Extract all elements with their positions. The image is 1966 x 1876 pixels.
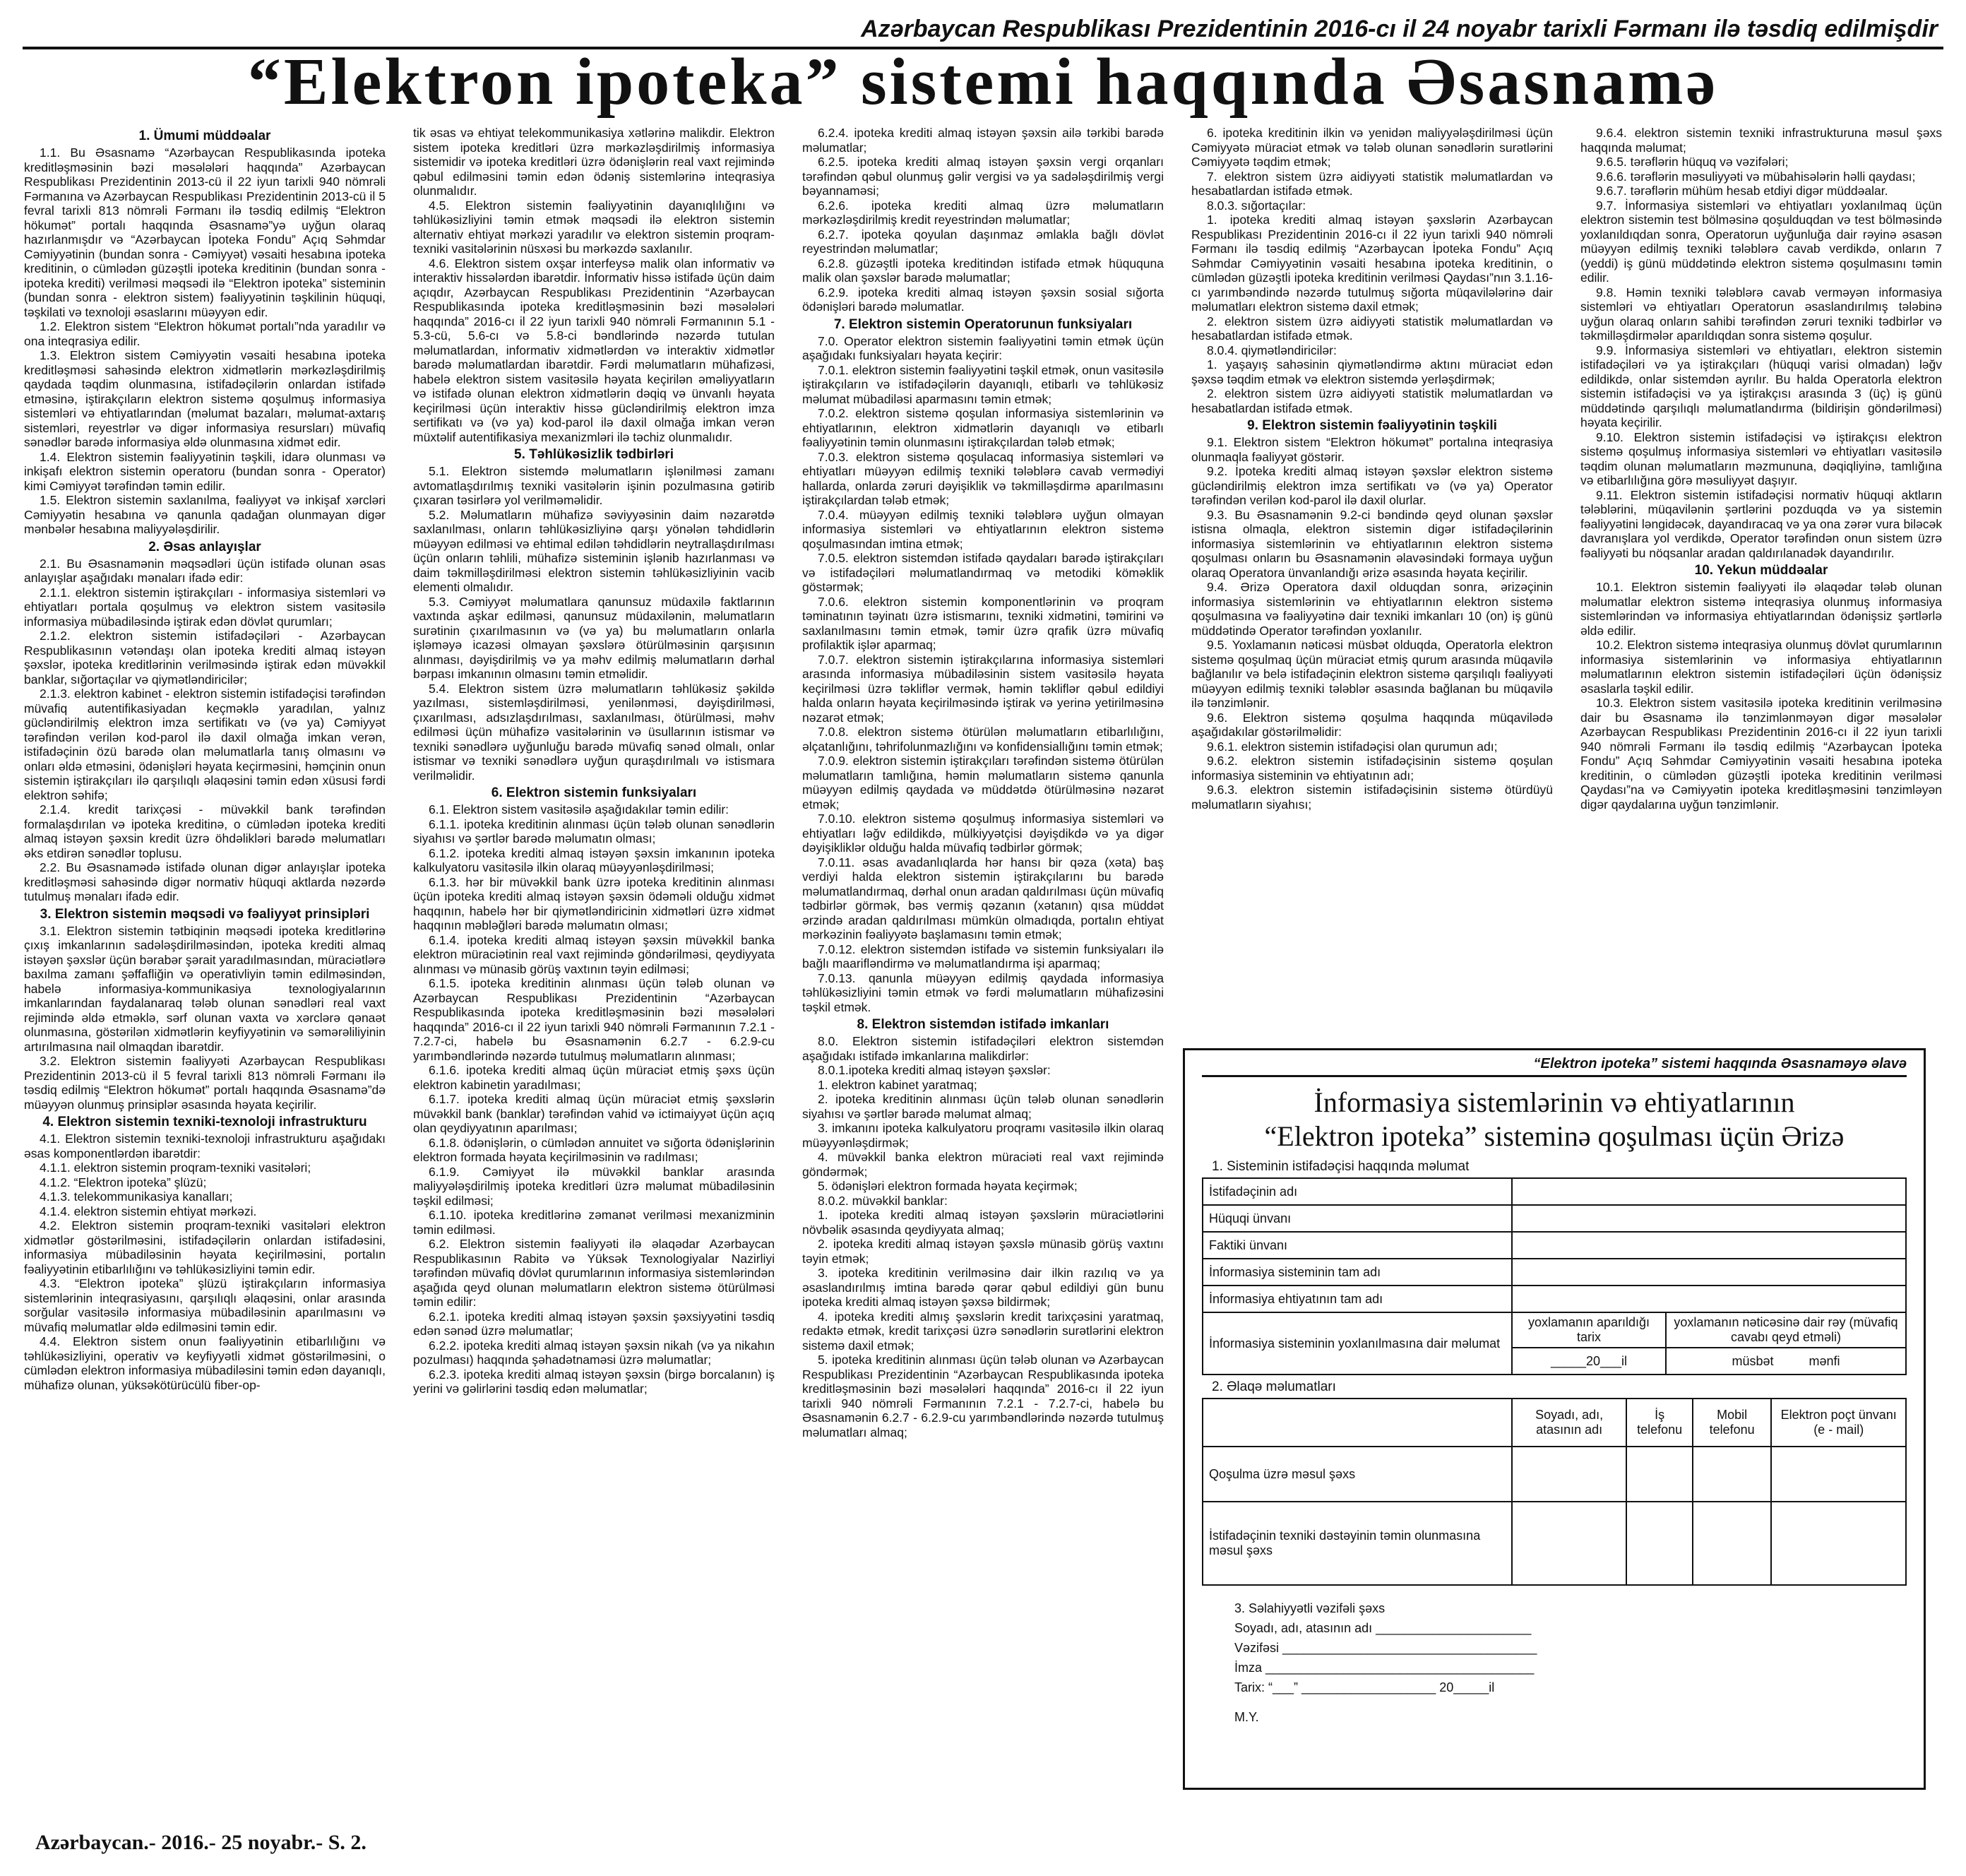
column-2	[413, 126, 775, 1814]
contact-label-connection: Qoşulma üzrə məsul şəxs	[1203, 1447, 1512, 1502]
paragraph: 5.2. Məlumatların mühafizə səviyyəsinin daim nəzarətdə saxlanılması, onların təhlükəsizliyinə qarşı yönələn təhdidlərin müəyyən edilməsi və ehtimal edilən təhdidlərin neytrallaşdırılması üçün onların təhlili, mühafizə sisteminin işlənib hazırlanması və daim təkmilləşdirilməsi elektron sistemin təhlükəsizliyinin vacib elementi olmalıdır.	[413, 507, 775, 594]
table-row	[1203, 1502, 1906, 1585]
paragraph: 4. ipoteka krediti almış şəxslərin kredit tarixçəsini yaratmaq, redaktə etmək, kredit tarixçəsi üzrə sənədlərin surətlərini elektron sistemə daxil etmək;	[802, 1309, 1164, 1353]
paragraph: 7.0.5. elektron sistemdən istifadə qaydaları barədə iştirakçıları və istifadəçiləri məlumatlandırmaq və metodiki köməklik göstərmək;	[802, 551, 1164, 594]
paragraph: 9.6.2. elektron sistemin istifadəçisinin sistemə qoşulan informasiya sisteminin və ehtiyatının adı;	[1191, 754, 1553, 783]
paragraph: 3.1. Elektron sistemin tətbiqinin məqsədi ipoteka kreditlərinə çıxış imkanlarının sadələşdirilməsindən, ipoteka krediti almaq istəyən şəxslər üçün bərabər şərait yaradılmasından, müraciətlərə baxılma zamanı şəffafliğin və operativliyin təmin edilməsindən, habelə informasiya-kommunikasiya texnologiyalarının imkanlarından faydalanaraq tələb olunan sənədləri real vaxt rejimində əldə etməklə, sərf olunan vaxta və xərclərə qənaət olunmasına, göstərilən xidmətlərin keyfiyyətinin və səmərəliliyinin artırılmasına nail olmaqdan ibarətdir.	[24, 923, 386, 1054]
legal-address-field[interactable]	[1512, 1205, 1906, 1232]
paragraph: 6.1.10. ipoteka kreditlərinə zəmanət verilməsi mexanizminin təmin edilməsi.	[413, 1208, 775, 1237]
resource-name-field[interactable]	[1512, 1286, 1906, 1312]
table-row	[1203, 1205, 1906, 1232]
paragraph: 6.1.2. ipoteka krediti almaq istəyən şəxsin imkanının ipoteka kalkulyatoru vasitəsilə ilkin olaraq müəyyənləşdirilməsi;	[413, 845, 775, 874]
connection-mobile-field[interactable]	[1693, 1447, 1771, 1502]
paragraph: 9.1. Elektron sistem “Elektron hökumət” portalına inteqrasiya olunmaqla fəaliyyət göstərir.	[1191, 435, 1553, 464]
paragraph: 5. ödənişləri elektron formada həyata keçirmək;	[818, 1179, 1078, 1193]
column-1	[24, 126, 386, 1814]
paragraph: 4.5. Elektron sistemin fəaliyyətinin dayanıqlılığını və təhlükəsizliyini təmin etmək məqsədi ilə elektron sistemin alternativ ehtiyat mərkəzi yaradılır və elektron sistemin proqram-texniki vasitələrinin nüsxəsi bu mərkəzdə saxlanılır.	[413, 198, 775, 256]
form-section-2-label: 2. Əlaqə məlumatları	[1212, 1379, 1336, 1394]
row-label-system-name: İnformasiya sisteminin tam adı	[1203, 1259, 1512, 1286]
paragraph: 3.2. Elektron sistemin fəaliyyəti Azərbaycan Respublikası Prezidentinin 2013-cü il 5 fevral tarixli 813 nömrəli Fərmanı ilə təsdiq edilmiş “Elektron hökumət” portalı haqqında Əsasnamə”də müəyyən olunmuş prinsiplər əsasında həyata keçirilir.	[24, 1054, 386, 1112]
paragraph: 7.0.11. əsas avadanlıqlarda hər hansı bir qəza (xəta) baş verdiyi halda elektron sistemin iştirakçılarını bu barədə məlumatlandırmaq, dərhal onun aradan qaldırılması üçün müvafiq tədbirlər görmək, bəs vermiş qəzanın (xətanın) qısa müddət ərzində aradan qaldırılması mümkün olmadıqda, portalın ehtiyat mərkəzinin fəaliyyətə başlamasını təmin etmək;	[802, 855, 1164, 942]
application-form	[1183, 1048, 1926, 1790]
contact-label-tech-support: İstifadəçinin texniki dəstəyinin təmin olunmasına məsul şəxs	[1203, 1502, 1512, 1585]
paragraph: 4.1.1. elektron sistemin proqram-texniki vasitələri;	[40, 1160, 311, 1175]
paragraph: 4.2. Elektron sistemin proqram-texniki vasitələri elektron xidmətlər göstərilməsini, istifadəçilərin onlardan istifadəsini, informasiya mübadiləsinin həyata keçirilməsini, portalın fəaliyyətinin etibarlılığını və təhlükəsizliyini təmin edir.	[24, 1218, 386, 1276]
paragraph: 10.3. Elektron sistem vasitəsilə ipoteka kreditinin verilməsinə dair bu Əsasnamə ilə tənzimlənməyən digər məsələlər Azərbaycan Respublikası Prezidentinin 2016-cı il 22 iyun tarixli 940 nömrəli Fərmanı ilə təsdiq edilmiş “Azərbaycan İpoteka Fondu” Açıq Səhmdar Cəmiyyətinin vəsaiti hesabına ipoteka kreditinin, o cümlədən güzəştli ipoteka kreditinin verilməsi Qaydası”na və Cəmiyyətin ipoteka kreditləşməsini tənzimləyən digər qaydalarına uyğun tənzimlənir.	[1580, 696, 1942, 812]
system-name-field[interactable]	[1512, 1259, 1906, 1286]
paragraph: 2.2. Bu Əsasnamədə istifadə olunan digər anlayışlar ipoteka kreditləşməsi sahəsində digər normativ hüquqi aktlarda nəzərdə tutulmuş mənaları ifadə edir.	[24, 860, 386, 903]
column-3	[802, 126, 1164, 1814]
paragraph: 6.1.9. Cəmiyyət ilə müvəkkil banklar arasında maliyyələşdirilmiş ipoteka kreditləri üzrə məlumat mübadiləsinin təşkil edilməsi;	[413, 1164, 775, 1208]
row-label-actual-address: Faktiki ünvanı	[1203, 1232, 1512, 1259]
paragraph: 7.0.1. elektron sistemin fəaliyyətini təşkil etmək, onun vasitəsilə iştirakçıların və istifadəçilərin dayanıqlı, etibarlı və təhlükəsiz məlumat mübadiləsi aparmasını təmin etmək;	[802, 362, 1164, 406]
signature-line[interactable]: İmza ______________________________________	[1234, 1661, 1535, 1675]
row-label-user-name: İstifadəçinin adı	[1203, 1178, 1512, 1205]
paragraph: 4.3. “Elektron ipoteka” şlüzü iştirakçıların informasiya sistemlərinin inteqrasiyasını, qarşılıqlı əlaqəsini, onlar arasında sorğular vasitəsilə informasiya mübadiləsinin aparılmasını və müvafiq məlumatlar əldə edilməsini təmin edir.	[24, 1276, 386, 1334]
check-result-header: yoxlamanın nəticəsinə dair rəy (müvafiq cavabı qeyd etməli)	[1666, 1312, 1906, 1348]
paragraph: 9.7. İnformasiya sistemləri və ehtiyatları yoxlanılmaq üçün elektron sistemin test bölməsinə qoşulduqdan və test bölməsində yoxlanıldıqdan sonra, Operatorun uyğunluğa dair rəyinə əsasən müəyyən edilmiş texniki tələblərə cavab verdikdə, onların 7 (yeddi) iş günü müddətində elektron sistemə qoşulmasını təmin edilir.	[1580, 198, 1942, 285]
signature-block	[1234, 1598, 1907, 1727]
paragraph: 7.0.4. müəyyən edilmiş texniki tələblərə uyğun olmayan informasiya sistemləri və ehtiyatlarının elektron sistemə qoşulmasından imtina etmək;	[802, 507, 1164, 551]
paragraph: 7. elektron sistem üzrə aidiyyəti statistik məlumatlardan və hesabatlardan istifadə etmək.	[1191, 169, 1553, 198]
paragraph: 6.2.3. ipoteka krediti almaq istəyən şəxsin (birgə borcalanın) iş yerini və gəlirlərini təsdiq edən məlumatlar;	[413, 1367, 775, 1396]
paragraph: 7.0. Operator elektron sistemin fəaliyyətini təmin etmək üçün aşağıdakı funksiyaları həyata keçirir:	[802, 333, 1164, 362]
paragraph: 2.1.1. elektron sistemin iştirakçıları - informasiya sistemləri və ehtiyatları portala qoşulmuş və elektron sistem vasitəsilə informasiya mübadiləsində iştirak edən dövlət qurumları;	[24, 585, 386, 629]
row-label-resource-name: İnformasiya ehtiyatının tam adı	[1203, 1286, 1512, 1312]
paragraph: 9.6.4. elektron sistemin texniki infrastrukturuna məsul şəxs haqqında məlumat;	[1580, 126, 1942, 155]
section-heading: 3. Elektron sistemin məqsədi və fəaliyyət prinsipləri	[40, 906, 370, 922]
section-heading: 8. Elektron sistemdən istifadə imkanları	[857, 1017, 1109, 1032]
paragraph: 4.1.3. telekommunikasiya kanalları;	[40, 1189, 233, 1204]
paragraph: 2. ipoteka kreditinin alınması üçün tələb olunan sənədlərin siyahısı və şərtlər barədə məlumat almaq;	[802, 1092, 1164, 1121]
check-date-field[interactable]: _____20___il	[1512, 1348, 1666, 1375]
paragraph: 4.4. Elektron sistem onun fəaliyyətinin etibarlılığını və təhlükəsizliyini, operativ və keyfiyyətli xidmət göstərilməsini, o cümlədən elektron informasiya mübadiləsini təmin edən dayanıqlı, mühafizə olunan, yüksəkötürücülü fiber-op-	[24, 1334, 386, 1392]
form-section-1-label: 1. Sisteminin istifadəçisi haqqında məlumat	[1212, 1159, 1470, 1174]
paragraph: 7.0.9. elektron sistemin iştirakçıları tərəfindən sistemə ötürülən məlumatların tamlığına, həmin məlumatların sistemə qanunla müəyyən edilmiş qaydada və müddətdə ötürülməsinə nəzarət etmək;	[802, 754, 1164, 812]
section-heading: 10. Yekun müddəalar	[1694, 563, 1828, 578]
paragraph: 9.4. Ərizə Operatora daxil olduqdan sonra, ərizəçinin informasiya sistemlərinin və ehtiyatlarının elektron sistemə qoşulmasına və fəaliyyətinə dair texniki imkanları 10 (on) iş günü müddətində Operator tərəfindən yoxlanılır.	[1191, 580, 1553, 638]
paragraph: 6.1.8. ödənişlərin, o cümlədən annuitet və sığorta ödənişlərinin elektron formada həyata keçirilməsinin və radılması;	[413, 1135, 775, 1164]
contact-table	[1202, 1398, 1907, 1586]
paragraph: 4.6. Elektron sistem oxşar interfeysə malik olan informativ və interaktiv hissələrdən ibarətdir. İnformativ hissə istifadə üçün daim açıqdır, Azərbaycan Respublikası Prezidentinin “Azərbaycan Respublikasında ipoteka kreditləşməsinin bəzi məsələləri haqqında” 2016-cı il 22 iyun tarixli 940 nömrəli Fərmanının 5.1 - 5.3-cü, 5.6-cı və 5.8-ci bəndlərində nəzərdə tutulan məlumatlardan, informativ xidmətlərdən və interaktiv xidmətlər barədə məlumatlardan ibarətdir. Fərdi məlumatların mühafizəsi, habelə elektron sistem vasitəsilə həyata keçirilən əməliyyatların və istifadə olunan elektron xidmətlərin dəqiq və ünvanlı həyata keçirilməsi üçün interaktiv hissə gücləndirilmiş elektron imza sertifikatı və (və ya) kod-parol ilə daxil olmağa imkan verən müxtəlif autentifikasiya mexanizmləri ilə təchiz olunmalıdır.	[413, 256, 775, 444]
paragraph: 1.5. Elektron sistemin saxlanılma, fəaliyyət və inkişaf xərcləri Cəmiyyətin hesabına və qanunla qadağan olunmayan digər mənbələr hesabına maliyyələşdirilir.	[24, 493, 386, 536]
header-email: Elektron poçt ünvanı (e - mail)	[1771, 1399, 1906, 1447]
paragraph: 9.6. Elektron sistemə qoşulma haqqında müqavilədə aşağıdakılar göstərilməlidir:	[1191, 710, 1553, 739]
approval-line: Azərbaycan Respublikası Prezidentinin 2016-cı il 24 noyabr tarixli Fərmanı ilə təsdiq edilmişdir	[861, 16, 1938, 42]
check-result-options	[1666, 1348, 1906, 1375]
user-info-table	[1202, 1177, 1907, 1375]
support-name-field[interactable]	[1512, 1502, 1626, 1585]
header-work-phone: İş telefonu	[1626, 1399, 1693, 1447]
paragraph: 2. elektron sistem üzrə aidiyyəti statistik məlumatlardan və hesabatlardan istifadə etmək.	[1191, 386, 1553, 415]
paragraph: 1.3. Elektron sistem Cəmiyyətin vəsaiti hesabına ipoteka kreditləşməsi sahəsində elektron xidmətlərin mərkəzləşdirilmiş qaydada təqdim olunmasına, istifadəçilərin onlardan istifadə etməsinə, iştirakçıların elektron sistemə qoşulmuş informasiya sistemləri və ehtiyatlarından (məlumat bazaları, məlumat-axtarış sistemləri, reyestrlər və digər informasiya resursları) müvafiq sənədlər barədə informasiya əldə olunmasına xidmət edir.	[24, 348, 386, 449]
paragraph: 9.8. Həmin texniki tələblərə cavab verməyən informasiya sistemləri və ehtiyatları Operatorun əsaslandırılmış tələbinə uyğun olaraq onların sahibi tərəfindən zəruri texniki tədbirlər və təkmilləşdirmələr aparıldıqdan sonra sistemə qoşulur.	[1580, 285, 1942, 343]
paragraph: 7.0.10. elektron sistemə qoşulmuş informasiya sistemləri və ehtiyatları ləğv edildikdə, mülkiyyətçisi dəyişdikdə və ya digər dəyişikliklər olduğu halda müvafiq tədbirlər görmək;	[802, 812, 1164, 855]
row-label-legal-address: Hüquqi ünvanı	[1203, 1205, 1512, 1232]
paragraph: 1. elektron kabinet yaratmaq;	[818, 1077, 977, 1092]
table-row	[1203, 1259, 1906, 1286]
paragraph: 7.0.3. elektron sistemə qoşulacaq informasiya sistemləri və ehtiyatları müəyyən edilmiş texniki tələblərə cavab vermədiyi hallarda, onlarda zəruri dəyişiklik və təkmilləşdirmə aparılmasını iştirakçılardan tələb etmək;	[802, 449, 1164, 507]
paragraph: 6.2.6. ipoteka krediti almaq üzrə məlumatların mərkəzləşdirilmiş kredit reyestrindən məlumatlar;	[802, 198, 1164, 227]
support-mobile-field[interactable]	[1693, 1502, 1771, 1585]
paragraph: 7.0.13. qanunla müəyyən edilmiş qaydada informasiya təhlükəsizliyini təmin etmək və fərdi məlumatların mühafizəsini təşkil etmək.	[802, 970, 1164, 1014]
source-citation: Azərbaycan.- 2016.- 25 noyabr.- S. 2.	[35, 1831, 367, 1854]
paragraph: 8.0. Elektron sistemin istifadəçiləri elektron sistemdən aşağıdakı istifadə imkanlarına malikdirlər:	[802, 1034, 1164, 1063]
form-section-3-label: 3. Səlahiyyətli vəzifəli şəxs	[1234, 1601, 1386, 1615]
paragraph: 5. ipoteka kreditinin alınması üçün tələb olunan və Azərbaycan Respublikası Prezidentinin “Azərbaycan Respublikasında ipoteka kreditləşməsinin bəzi məsələləri haqqında” 2016-cı il 22 iyun tarixli 940 nömrəli Fərmanının 7.2.1 - 7.2.7-ci, habelə bu Əsasnamənin 6.2.7 - 6.2.9-cu yarımbəndlərində nəzərdə tutulmuş məlumatları almaq;	[802, 1353, 1164, 1439]
paragraph: 10.2. Elektron sistemə inteqrasiya olunmuş dövlət qurumlarının informasiya sistemlərinin və informasiya ehtiyatlarının məlumatlarının elektron sistemin istifadəçiləri üçün ödənişsiz əsaslarla təşkil edilir.	[1580, 638, 1942, 696]
paragraph: 6.2.9. ipoteka krediti almaq istəyən şəxsin sosial sığorta ödənişləri barədə məlumatlar.	[802, 285, 1164, 314]
paragraph: 9.6.1. elektron sistemin istifadəçisi olan qurumun adı;	[1207, 739, 1498, 754]
paragraph: 9.2. İpoteka krediti almaq istəyən şəxslər elektron sistemə gücləndirilmiş elektron imza sertifikatı və (və ya) Operator tərəfindən verilən kod-parol ilə daxil olurlar.	[1191, 464, 1553, 507]
paragraph: 9.3. Bu Əsasnamənin 9.2-ci bəndində qeyd olunan şəxslər istisna olmaqla, elektron sistemin digər istifadəçilərinin informasiya sistemlərinin və ehtiyatlarının elektron sistemə qoşulması onların bu Əsasnamənin əlavəsindəki formaya uyğun olaraq Operatora ünvanlandığı ərizə əsasında həyata keçirilir.	[1191, 507, 1553, 580]
appendix-tag: “Elektron ipoteka” sistemi haqqında Əsasnaməyə əlavə	[1202, 1056, 1907, 1077]
section-heading: 7. Elektron sistemin Operatorunun funksiyaları	[833, 316, 1133, 332]
paragraph: 6.2.5. ipoteka krediti almaq istəyən şəxsin vergi orqanları tərəfindən qəbul olunmuş gəlir vergisi və ya sadələşdirilmiş vergi bəyannaməsi;	[802, 155, 1164, 198]
paragraph: 6.1. Elektron sistem vasitəsilə aşağıdakılar təmin edilir:	[429, 802, 729, 817]
paragraph: 8.0.2. müvəkkil banklar:	[818, 1193, 948, 1208]
paragraph: 1.2. Elektron sistem “Elektron hökumət portalı”nda yaradılır və ona inteqrasiya edilir.	[24, 319, 386, 348]
paragraph: 5.1. Elektron sistemdə məlumatların işlənilməsi zamanı avtomatlaşdırılmış texniki vasitələrin işinin pozulmasına gətirib çıxaran təsirlərə yol verilməməlidir.	[413, 464, 775, 507]
paragraph: 6.2.2. ipoteka krediti almaq istəyən şəxsin nikah (və ya nikahın pozulması) haqqında şəhadətnaməsi üzrə məlumatlar;	[413, 1338, 775, 1367]
paragraph: 2.1.4. kredit tarixçəsi - müvəkkil bank tərəfindən formalaşdırılan və ipoteka kreditinə, o cümlədən ipoteka krediti almaq istəyən şəxsin kredit üzrə öhdəlikləri barədə məlumatları əks etdirən sənədlər toplusu.	[24, 802, 386, 860]
paragraph: 7.0.2. elektron sistemə qoşulan informasiya sistemlərinin və ehtiyatlarının, elektron xidmətlərin dayanıqlı və etibarlı fəaliyyətinin təmin olunmasını iştirakçılardan tələb etmək;	[802, 406, 1164, 449]
header-full-name: Soyadı, adı, atasının adı	[1512, 1399, 1626, 1447]
paragraph: 7.0.12. elektron sistemdən istifadə və sistemin funksiyaları ilə bağlı maarifləndirmə və məlumatlandırma işi aparmaq;	[802, 942, 1164, 970]
application-title-line-2: “Elektron ipoteka” sisteminə qoşulması üçün Ərizə	[1264, 1120, 1845, 1152]
section-heading: 5. Təhlükəsizlik tədbirləri	[514, 447, 674, 462]
paragraph: 9.10. Elektron sistemin istifadəçisi və iştirakçısı elektron sistemə qoşulmuş informasiya sistemləri və ehtiyatları vasitəsilə təqdim olunan məlumatların məzmununa, dəqiqliyinə, tamlığına və etibarlılığına görə məsuliyyət daşıyır.	[1580, 429, 1942, 487]
column-5	[1580, 126, 1942, 1037]
paragraph: 6.2. Elektron sistemin fəaliyyəti ilə əlaqədar Azərbaycan Respublikasının Rabitə və Yüksək Texnologiyalar Nazirliyi tərəfindən müvafiq dövlət qurumlarının informasiya sistemlərindən aşağıda qeyd olunan məlumatların elektron sistemə ötürülməsi təmin edilir:	[413, 1237, 775, 1309]
application-title	[1202, 1086, 1907, 1153]
positive-option[interactable]: müsbət	[1732, 1353, 1774, 1368]
paragraph: 8.0.3. sığortaçılar:	[1207, 198, 1306, 213]
check-date-header: yoxlamanın aparıldığı tarix	[1512, 1312, 1666, 1348]
paragraph: 2.1.3. elektron kabinet - elektron sistemin istifadəçisi tərəfindən müvafiq autentifikasiyadan keçməklə yaradılan, yalnız gücləndirilmiş elektron imza sertifikatı və (və ya) Cəmiyyət tərəfindən verilən kod-parol ilə daxil olmağa imkan verən, istifadəçinin özü barədə olan məlumatlarla tanış olmasını və onları əldə etməsini, ödənişləri həyata keçirməsini, həmçinin onun sistemin iştirakçıları ilə qarşılıqlı əlaqəsini təmin edən xüsusi fərdi elektron səhifə;	[24, 687, 386, 802]
paragraph: 9.6.6. tərəflərin məsuliyyəti və mübahisələrin həlli qaydası;	[1596, 169, 1916, 184]
row-label-check-info: İnformasiya sisteminin yoxlanılmasına dair məlumat	[1203, 1312, 1512, 1375]
paragraph: 6.1.4. ipoteka krediti almaq istəyən şəxsin müvəkkil banka elektron müraciətinin real vaxt rejimində göndərilməsi, qeydiyyata alınması və münasib görüş vaxtının təyin edilməsi;	[413, 932, 775, 976]
paragraph: 6.1.1. ipoteka kreditinin alınması üçün tələb olunan sənədlərin siyahısı və şərtlər barədə məlumatın olması;	[413, 817, 775, 845]
paragraph: tik əsas və ehtiyat telekommunikasiya xətlərinə malikdir. Elektron sistem ipoteka kreditləri üzrə mərkəzləşdirilmiş informasiya sistemidir və ipoteka kreditləri üzrə ödənişlərin real vaxt rejimində qəbul edilməsini təmin edən ödəniş sistemlərinə inteqrasiya olunmalıdır.	[413, 126, 775, 198]
table-row	[1203, 1312, 1906, 1348]
table-row	[1203, 1286, 1906, 1312]
paragraph: 4.1.4. elektron sistemin ehtiyat mərkəzi.	[40, 1204, 257, 1218]
signer-position-line[interactable]: Vəzifəsi ____________________________________	[1234, 1641, 1537, 1655]
application-title-line-1: İnformasiya sistemlərinin və ehtiyatlarının	[1313, 1086, 1795, 1118]
signer-name-line[interactable]: Soyadı, adı, atasının adı ______________________	[1234, 1621, 1532, 1635]
section-heading: 4. Elektron sistemin texniki-texnoloji infrastrukturu	[42, 1115, 367, 1129]
page-title: “Elektron ipoteka” sistemi haqqında Əsasnamə	[247, 45, 1719, 119]
paragraph: 2.1.2. elektron sistemin istifadəçiləri - Azərbaycan Respublikasının vətəndaşı olan ipoteka krediti almaq istəyən şəxslər, ipoteka kreditlərinin verilməsində iştirak edən müvəkkil banklar, sığortaçılar və qiymətləndiricilər;	[24, 629, 386, 687]
paragraph: 5.3. Cəmiyyət məlumatlara qanunsuz müdaxilə faktlarının vaxtında aşkar edilməsi, qanunsuz müdaxilənin, məlumatların surətinin çıxarılmasının və (və ya) bu məlumatların onlarla işləməyə icazəsi olmayan şəxslərə ötürülməsinin qarşısının alınması, dəyişdirilmiş və ya məhv edilmiş məlumatların dərhal bərpası imkanının olmasını təmin etməlidir.	[413, 594, 775, 681]
paragraph: 9.9. İnformasiya sistemləri və ehtiyatları, elektron sistemin istifadəçiləri və ya iştirakçıları (hüquqi varisi olmadan) ləğv edildikdə, onlar sistemdən ayrılır. Bu halda Operatorla elektron sistemin istifadəçisi və ya iştirakçısı arasında 3 (üç) iş günü müddətində qarşılıqlı məlumatlandırma (bildirişin göndərilməsi) həyata keçirilir.	[1580, 343, 1942, 429]
paragraph: 3. ipoteka kreditinin verilməsinə dair ilkin razılıq və ya əsaslandırılmış imtina barədə qərar qəbul edildiyi gün bunu ipoteka krediti almaq istəyən şəxsə bildirmək;	[802, 1266, 1164, 1309]
paragraph: 2. elektron sistem üzrə aidiyyəti statistik məlumatlardan və hesabatlardan istifadə etmək.	[1191, 314, 1553, 343]
paragraph: 10.1. Elektron sistemin fəaliyyəti ilə əlaqədar tələb olunan məlumatlar elektron sistemə inteqrasiya olunmuş informasiya sistemlərindən və informasiya ehtiyatlarından ödənişsiz şərtlərlə əldə edilir.	[1580, 580, 1942, 638]
section-heading: 2. Əsas anlayışlar	[148, 539, 261, 554]
paragraph: 6.1.5. ipoteka kreditinin alınması üçün tələb olunan və Azərbaycan Respublikası Prezidentinin “Azərbaycan Respublikasında ipoteka kreditləşməsinin bəzi məsələləri haqqında” 2016-cı il 22 iyun tarixli 940 nömrəli Fərmanının 7.2.1 - 7.2.7-ci, habelə bu Əsasnamənin 6.2.7 - 6.2.9-cu yarımbəndlərində nəzərdə tutulmuş məlumatların alınması;	[413, 976, 775, 1063]
paragraph: 6.2.4. ipoteka krediti almaq istəyən şəxsin ailə tərkibi barədə məlumatlar;	[802, 126, 1164, 155]
table-row	[1203, 1232, 1906, 1259]
contact-header-blank	[1203, 1399, 1512, 1447]
paragraph: 7.0.6. elektron sistemin komponentlərinin və proqram təminatının təyinatı üzrə istismarını, texniki xidmətini, təmirini və saxlanılmasını təmin etmək, təmir üzrə qrafik üzrə müvafiq profilaktik işlər aparmaq;	[802, 594, 1164, 652]
paragraph: 9.5. Yoxlamanın nəticəsi müsbət olduqda, Operatorla elektron sistemə qoşulmaq üçün müraciət etmiş qurum arasında müqavilə bağlanılır və belə istifadəçinin elektron sistemə qarşılıqlı fəaliyyəti müəyyən edilmiş texniki tələblər əsasında bağlanan bu müqavilə ilə tənzimlənir.	[1191, 638, 1553, 710]
section-heading: 6. Elektron sistemin funksiyaları	[491, 785, 697, 800]
paragraph: 9.6.3. elektron sistemin istifadəçisinin sistemə ötürdüyü məlumatların siyahısı;	[1191, 783, 1553, 812]
paragraph: 4.1. Elektron sistemin texniki-texnoloji infrastrukturu aşağıdakı əsas komponentlərdən ibarətdir:	[24, 1132, 386, 1160]
connection-email-field[interactable]	[1771, 1447, 1906, 1502]
connection-work-phone-field[interactable]	[1626, 1447, 1693, 1502]
actual-address-field[interactable]	[1512, 1232, 1906, 1259]
support-email-field[interactable]	[1771, 1502, 1906, 1585]
connection-name-field[interactable]	[1512, 1447, 1626, 1502]
paragraph: 6.1.6. ipoteka krediti almaq üçün müraciət etmiş şəxs üçün elektron kabinetin yaradılması;	[413, 1063, 775, 1092]
paragraph: 8.0.1.ipoteka krediti almaq istəyən şəxslər:	[818, 1063, 1051, 1077]
paragraph: 8.0.4. qiymətləndiricilər:	[1207, 343, 1337, 357]
paragraph: 1. ipoteka krediti almaq istəyən şəxslərin müraciətlərini növbəlik əsasında qeydiyyata almaq;	[802, 1208, 1164, 1237]
paragraph: 1.4. Elektron sistemin fəaliyyətinin təşkili, idarə olunması və inkişafı elektron sistemin operatoru (bundan sonra - Operator) kimi Cəmiyyət tərəfindən təmin edilir.	[24, 449, 386, 493]
table-row	[1203, 1399, 1906, 1447]
paragraph: 9.6.7. tərəflərin mühüm hesab etdiyi digər müddəalar.	[1596, 184, 1888, 198]
paragraph: 6.2.1. ipoteka krediti almaq istəyən şəxsin şəxsiyyətini təsdiq edən sənəd üzrə məlumatlar;	[413, 1309, 775, 1338]
paragraph: 4. müvəkkil banka elektron müraciəti real vaxt rejimində göndərmək;	[802, 1150, 1164, 1179]
paragraph: 1. ipoteka krediti almaq istəyən şəxslərin Azərbaycan Respublikası Prezidentinin 2016-cı il 22 iyun tarixli 940 nömrəli Fərmanı ilə təsdiq edilmiş “Azərbaycan İpoteka Fondu” Açıq Səhmdar Cəmiyyətinin vəsaiti hesabına ipoteka kreditinin, o cümlədən güzəştli ipoteka kreditinin verilməsi Qaydası”nın 3.1.16-cı yarımbəndində nəzərdə tutulmuş sığorta müqavilələrinə dair məlumatları elektron sistemə daxil etmək;	[1191, 213, 1553, 314]
paragraph: 3. imkanını ipoteka kalkulyatoru proqramı vasitəsilə ilkin olaraq müəyyənləşdirmək;	[802, 1121, 1164, 1150]
paragraph: 1. yaşayış sahəsinin qiymətləndirmə aktını müraciət edən şəxsə təqdim etmək və elektron sistemdə yerləşdirmək;	[1191, 357, 1553, 386]
paragraph: 6.2.8. güzəştli ipoteka kreditindən istifadə etmək hüququna malik olan şəxslər barədə məlumatlar;	[802, 256, 1164, 285]
paragraph: 6.1.7. ipoteka krediti almaq üçün müraciət etmiş şəxslərin müvəkkil bank (banklar) tərəfindən vahid və ictimaiyyət üçün açıq olan qeydiyyatının aparılması;	[413, 1092, 775, 1135]
paragraph: 2.1. Bu Əsasnamənin məqsədləri üçün istifadə olunan əsas anlayışlar aşağıdakı mənaları ifadə edir:	[24, 556, 386, 585]
paragraph: 6.2.7. ipoteka qoyulan daşınmaz əmlakla bağlı dövlət reyestrindən məlumatlar;	[802, 227, 1164, 256]
support-work-phone-field[interactable]	[1626, 1502, 1693, 1585]
paragraph: 7.0.8. elektron sistemə ötürülən məlumatların etibarlılığını, əlçatanlığını, təhrifolunmazlığını və konfidensiallığını təmin etmək;	[802, 725, 1164, 754]
paragraph: 7.0.7. elektron sistemin iştirakçılarına informasiya sistemləri arasında informasiya mübadiləsinin sistem vasitəsilə həyata keçirilməsi üzrə təkliflər vermək, həmin təkliflər qəbul edildiyi halda onların həyata keçirilməsində iştirak və yerinə yetirilməsinə nəzarət etmək;	[802, 652, 1164, 725]
paragraph: 2. ipoteka krediti almaq istəyən şəxslə münasib görüş vaxtını təyin etmək;	[802, 1237, 1164, 1266]
table-row	[1203, 1447, 1906, 1502]
column-4	[1191, 126, 1553, 1037]
stamp-place: M.Y.	[1234, 1710, 1259, 1724]
paragraph: 4.1.2. “Elektron ipoteka” şlüzü;	[40, 1175, 207, 1189]
paragraph: 5.4. Elektron sistem üzrə məlumatların təhlükəsiz şəkildə yazılması, sistemləşdirilməsi, yenilənməsi, dəyişdirilməsi, çıxarılması, adsızlaşdırılması, saxlanılması, ötürülməsi, məhv edilməsi üçün mühafizə vasitələrinin və üsullarının istismar və texniki sənədlərə uyğunluğu barədə müvafiq sənəd olmalı, onlar istismar və texniki sənədlərə uyğun quraşdırılmalı və istismara verilməlidir.	[413, 681, 775, 783]
paragraph: 9.6.5. tərəflərin hüquq və vəzifələri;	[1596, 155, 1789, 169]
section-heading: 9. Elektron sistemin fəaliyyətinin təşkili	[1247, 418, 1497, 433]
header-mobile-phone: Mobil telefonu	[1693, 1399, 1771, 1447]
sign-date-line[interactable]: Tarix: “___” ___________________ 20_____il	[1234, 1680, 1495, 1694]
paragraph: 6.1.3. hər bir müvəkkil bank üzrə ipoteka kreditinin alınması üçün ipoteka krediti almaq istəyən şəxsin ödəməli olduğu xidmət haqqının, habelə hər bir qiymətləndiricinin xidmətləri üzrə xidmət haqqının məbləğləri barədə məlumatın olması;	[413, 874, 775, 932]
paragraph: 1.1. Bu Əsasnamə “Azərbaycan Respublikasında ipoteka kreditləşməsinin bəzi məsələləri haqqında” Azərbaycan Respublikası Prezidentinin 2013-cü il 22 iyun tarixli 940 nömrəli Fərmanına və Azərbaycan Respublikası Prezidentinin 2013-cü il 5 fevral tarixli 813 nömrəli Fərmanı ilə təsdiq edilmiş “Elektron hökumət” portalı haqqında Əsasnamə”yə uyğun olaraq hazırlanmışdır və “Azərbaycan İpoteka Fondu” Açıq Səhmdar Cəmiyyətinin (bundan sonra - Cəmiyyət) vəsaiti hesabına ipoteka kreditinin, o cümlədən güzəştli ipoteka kreditinin (bundan sonra - ipoteka krediti) verilməsi məqsədi ilə “Elektron ipoteka” sisteminin (bundan sonra - elektron sistem) fəaliyyətinin təşkilinin hüquqi, təşkilati və texnoloji əsaslarını müəyyən edir.	[24, 146, 386, 319]
negative-option[interactable]: mənfi	[1809, 1353, 1840, 1368]
paragraph: 9.11. Elektron sistemin istifadəçisi normativ hüquqi aktların tələblərini, müqavilənin şərtlərini pozduqda və ya sistemin fəaliyyətini ləngidəcək, dayandıracaq və ya ona zərər vura biləcək davranışlara yol verdikdə, Operator tərəfindən onun sistem üzrə fəaliyyəti bu nöqsanlar aradan qaldırılanadək dayandırılır.	[1580, 487, 1942, 560]
paragraph: 6. ipoteka kreditinin ilkin və yenidən maliyyələşdirilməsi üçün Cəmiyyətə müraciət etmək və tələb olunan sənədlərin surətlərini Cəmiyyətə təqdim etmək;	[1191, 126, 1553, 169]
table-row	[1203, 1178, 1906, 1205]
section-heading: 1. Ümumi müddəalar	[138, 129, 271, 143]
user-name-field[interactable]	[1512, 1178, 1906, 1205]
